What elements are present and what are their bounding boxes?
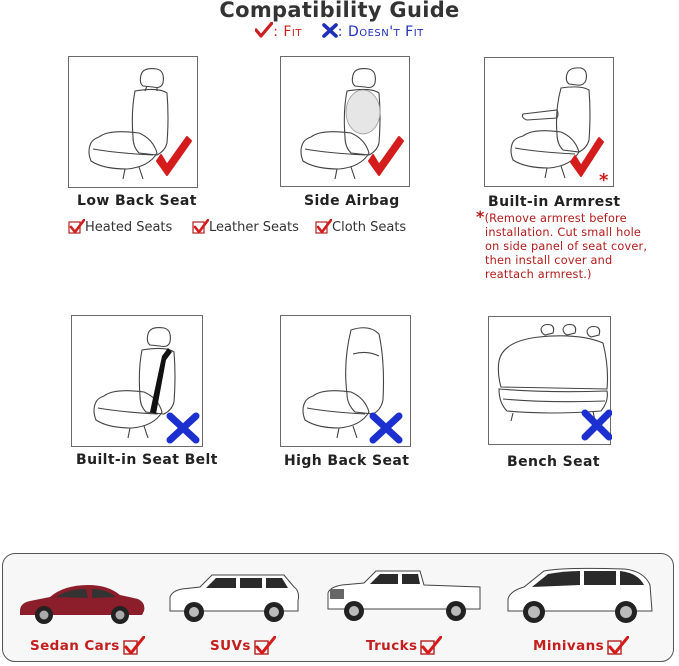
page-title: Compatibility Guide (219, 0, 460, 22)
vehicle-label-trucks (366, 636, 442, 656)
seat-label-side-airbag: Side Airbag (304, 193, 400, 209)
checkbox-check-icon (315, 219, 332, 235)
sedan-car-image (16, 577, 148, 625)
airbag-icon (346, 90, 380, 134)
card-side-airbag (280, 56, 410, 187)
cross-icon (373, 416, 399, 440)
feature-label: Heated Seats (85, 219, 173, 235)
checkmark-icon (369, 137, 403, 175)
high-back-seat-illustration (281, 316, 412, 448)
vehicle-label-sedan (30, 636, 145, 656)
seat-label-built-in-armrest: Built-in Armrest (488, 194, 621, 210)
feature-cloth-seats (315, 219, 406, 235)
truck-image (324, 567, 484, 625)
seat-belt-icon (150, 348, 172, 414)
vehicle-label-text: Sedan Cars (30, 638, 120, 654)
vehicle-label-text: SUVs (210, 638, 251, 654)
note-asterisk: * (476, 207, 485, 226)
bench-seat-illustration (489, 317, 612, 446)
checkbox-check-icon (254, 636, 276, 656)
card-built-in-seat-belt (71, 315, 203, 447)
feature-heated-seats (68, 219, 172, 235)
low-back-seat-illustration (69, 57, 199, 189)
note-line: then install cover and (485, 254, 613, 267)
card-built-in-armrest (484, 57, 614, 187)
feature-label: Cloth Seats (332, 219, 407, 235)
feature-label: Leather Seats (209, 219, 299, 235)
suv-image (166, 569, 302, 625)
checkmark-icon (157, 137, 191, 175)
cross-icon (322, 23, 338, 38)
card-low-back-seat (68, 56, 198, 188)
cross-icon (585, 413, 609, 437)
card-bench-seat (488, 316, 611, 445)
seat-label-bench-seat: Bench Seat (507, 454, 600, 470)
checkbox-check-icon (420, 636, 442, 656)
checkbox-check-icon (123, 636, 145, 656)
armrest-note (476, 207, 676, 282)
seat-label-high-back-seat: High Back Seat (284, 453, 410, 469)
checkbox-check-icon (607, 636, 629, 656)
seat-label-low-back: Low Back Seat (77, 193, 197, 209)
note-line: on side panel of seat cover, (485, 240, 648, 253)
cross-icon (170, 416, 196, 440)
note-line: (Remove armrest before (484, 212, 627, 225)
checkbox-check-icon (68, 219, 85, 235)
asterisk-mark: * (599, 170, 609, 188)
seat-label-built-in-seat-belt: Built-in Seat Belt (76, 452, 218, 468)
feature-leather-seats (192, 219, 299, 235)
vehicle-label-text: Minivans (533, 638, 605, 654)
note-line: reattach armrest.) (485, 268, 592, 281)
legend-fit-label: : Fit (273, 24, 302, 40)
checkmark-icon (255, 22, 273, 38)
legend (0, 22, 679, 40)
minivan-image (504, 565, 656, 625)
vehicle-label-suvs (210, 636, 276, 656)
note-line: installation. Cut small hole (485, 226, 642, 239)
legend-nofit-label: : Doesn't Fit (337, 24, 424, 40)
seat-belt-seat-illustration (72, 316, 204, 448)
card-high-back-seat (280, 315, 411, 447)
vehicle-label-minivans (533, 636, 629, 656)
vehicle-label-text: Trucks (366, 638, 418, 654)
armrest-seat-illustration (485, 58, 615, 188)
checkbox-check-icon (192, 219, 209, 235)
side-airbag-illustration (281, 57, 411, 188)
